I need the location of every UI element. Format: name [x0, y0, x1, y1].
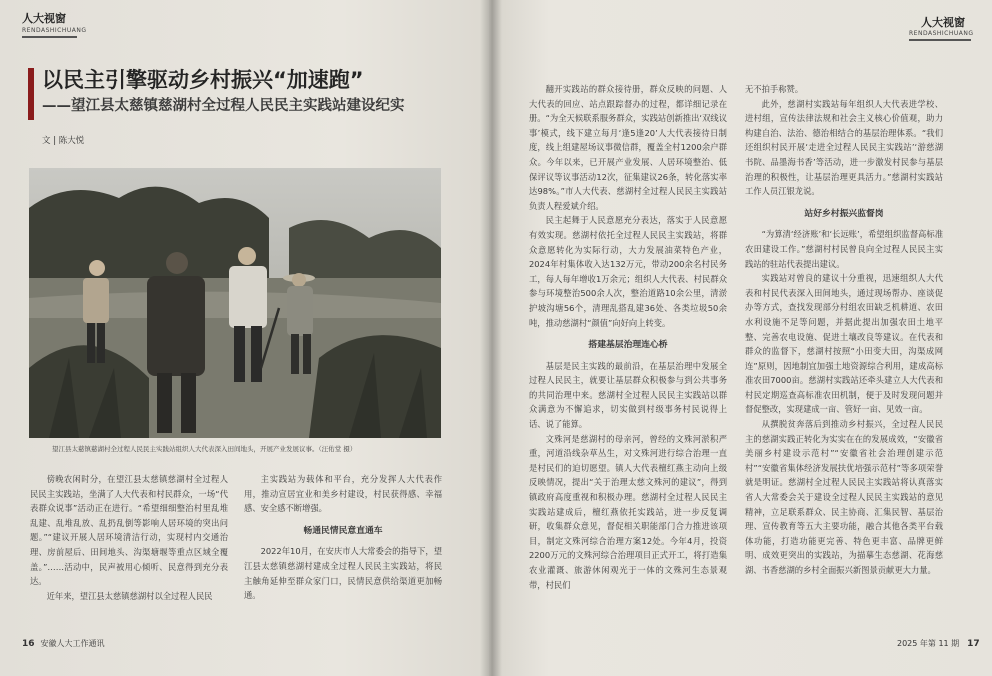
page-number-left: 16 — [22, 639, 35, 649]
section-heading: 站好乡村振兴监督岗 — [804, 208, 884, 219]
article-photo — [29, 168, 441, 438]
left-column-2 — [244, 472, 442, 622]
paragraph: 民主起舞于人民意愿充分表达，落实于人民意愿有效实现。慈湖村依托全过程人民民主实践站，将群众意愿转化为实际行动，大力发展油菜特色产业，2024年村集体收入达132万元，带动200余名村民务工，每人每年增收1万余元；组织人大代表、村民群众参与环境整治500余人次，整治道路10余公里，清淤护坡沟塘56个，清理乱搭乱建36处、各类垃圾50余吨，推动慈湖村“颜值”向好向上转变。 — [529, 215, 727, 328]
paragraph: 近年来，望江县太慈镇慈湖村以全过程人民民 — [46, 590, 213, 601]
field-photo-illustration — [29, 168, 441, 438]
paragraph: 基层是民主实践的最前沿，在基层治理中发展全过程人民民主，就要让基层群众积极参与到公共事务的共同治理中来。慈湖村全过程人民民主实践站以群众满意为不懈追求，切实做到村级事务村民说得上话、说了能算。 — [529, 360, 727, 430]
paragraph: 傍晚农闲时分，在望江县太慈镇慈湖村全过程人民民主实践站，坐满了人大代表和村民群众，一场“代表群众说事”活动正在进行。“希望细细整治村里乱堆乱建、乱堆乱放、乱扔乱倒等影响人居环境的突出问题。”“建议开展人居环境清洁行动，实现村内交通治理、房前屋后、田间地头、沟渠塘堰等重点区域全覆盖。”……活动中，民声被用心倾听、民意得到充分表达。 — [30, 474, 228, 587]
book-gutter — [480, 0, 502, 676]
left-page — [0, 0, 489, 676]
right-page — [489, 0, 992, 676]
section-heading: 畅通民情民意直通车 — [303, 525, 383, 536]
journal-name: 安徽人大工作通讯 — [40, 639, 105, 648]
header-rule-right — [909, 39, 971, 41]
byline: 文 | 陈大悦 — [42, 136, 85, 146]
paragraph: 实践站对曾良的建议十分重视，迅速组织人大代表和村民代表深入田间地头，通过现场帮办、座谈促办等方式，查找发现部分村组农田缺乏机耕道、农田水利设施不足等问题，并据此提出加强农田土地平整、完善农电设施、促进土壤改良等建议。在代表和群众的监督下，慈湖村按照“小田变大田，沟渠成网连”原则，因地制宜加强土地资源综合利用，建成高标准农田7000亩。慈湖村实践站还牵头建立人大代表和村民定期巡查高标准农田机制，便于及时发现问题并督促整改，实现建成一亩、管好一亩、见效一亩。 — [745, 273, 943, 415]
title-accent-bar — [28, 68, 34, 120]
photo-caption: 望江县太慈镇慈湖村全过程人民民主实践站组织人大代表深入田间地头，开展产业发展议事。（汪佑堂 摄） — [52, 445, 357, 453]
paragraph: 从撰脱贫奔落后到推动乡村振兴，全过程人民民主的慈湖实践正转化为实实在在的发展成效，“安徽省美丽乡村建设示范村”“安徽省社会治理创建示范村”“安徽省集体经济发展扶优培强示范村”等多项荣誉就是明证。慈湖村全过程人民民主实践站将认真落实省人大常委会关于建设全过程人民民主实践站的意见精神，立足联系群众、民主协商、汇集民智、基层治理、宣传教育等五大主要功能，融合其他各类平台载体功能，打造功能更完善、特色更丰富、品牌更鲜明、成效更突出的实践站，为描摹生态慈湖、花海慈湖、书香慈湖的乡村全面振兴新图景贡献更大力量。 — [745, 419, 943, 575]
paragraph: 2022年10月，在安庆市人大常委会的指导下，望江县太慈镇慈湖村建成全过程人民民主实践站，将民主触角延伸至群众家门口，民情民意供给渠道更加畅通。 — [244, 546, 442, 601]
left-column-1 — [30, 472, 228, 622]
section-tag-left: 人大视窗 — [22, 12, 66, 25]
paragraph: 文殊河是慈湖村的母亲河，曾经的文殊河淤积严重，河道沿线杂草丛生，对文殊河进行综合治理一直是村民们的迫切愿望。镇人大代表檀红燕主动向上级反映情况，提出“关于治理太慈文殊河的建议”，得到镇政府高度重视和积极办理。慈湖村全过程人民民主实践站建成后，檀红燕依托实践站，进一步反复调研，收集群众意见，督促相关职能部门合力推进该项目，制定文殊河综合治理方案12处。今年4月，投资2200万元的文殊河综合治理项目正式开工，将打造集农业灌溉、旅游休闲观光于一体的文殊河生态景观带，村民们 — [529, 433, 727, 590]
footer-right — [897, 638, 986, 649]
section-tag-right: 人大视窗 — [921, 16, 965, 29]
page-number-right: 17 — [967, 639, 980, 649]
section-sub-right: RENDASHICHUANG — [909, 30, 974, 37]
footer-left — [22, 638, 105, 649]
section-sub-left: RENDASHICHUANG — [22, 27, 87, 34]
right-column-1 — [529, 82, 727, 622]
paragraph: 主实践站为载体和平台，充分发挥人大代表作用，推动宣居宜业和美乡村建设，村民获得感、幸福感、安全感不断增强。 — [244, 474, 442, 514]
paragraph: 翻开实践站的群众接待册，群众反映的问题、人大代表的回应、站点跟踪督办的过程，都详细记录在册。“为全天候联系服务群众，实践站创新推出‘双线议事’模式，线下建立每月‘逢5逢20’人大代表接待日制度，线上组建屋场议事微信群，覆盖全村1200余户群众。今年以来，已开展产业发展、人居环境整治、低保评议等议事活动12次，征集建议26条，转化落实率达98%。”市人大代表、慈湖村全过程人民民主实践站负责人程爱斌介绍。 — [529, 84, 727, 211]
section-heading: 搭建基层治理连心桥 — [588, 340, 668, 351]
paragraph: 此外，慈湖村实践站每年组织人大代表进学校、进村组，宣传法律法规和社会主义核心价值观，助力构建自治、法治、德治相结合的基层治理体系。“我们还组织村民开展‘走进全过程人民民主实践站’‘游慈湖书院、品墨海书香’等活动，进一步激发村民参与基层治理的积极性，让基层治理更具活力。”慈湖村实践站工作人员江银龙说。 — [745, 98, 943, 197]
article-title: 以民主引擎驱动乡村振兴“加速跑” — [42, 68, 364, 92]
right-column-2 — [745, 82, 943, 622]
paragraph: 无不拍手称赞。 — [745, 84, 804, 94]
issue-label: 2025 年第 11 期 — [897, 639, 960, 648]
paragraph: “为算清‘经济账’和‘长远账’，希望组织监督高标准农田建设工作。”慈湖村村民曾良向全过程人民民主实践站的驻站代表提出建议。 — [745, 229, 943, 269]
article-subtitle: ——望江县太慈镇慈湖村全过程人民民主实践站建设纪实 — [42, 98, 405, 114]
header-rule-left — [22, 36, 77, 38]
